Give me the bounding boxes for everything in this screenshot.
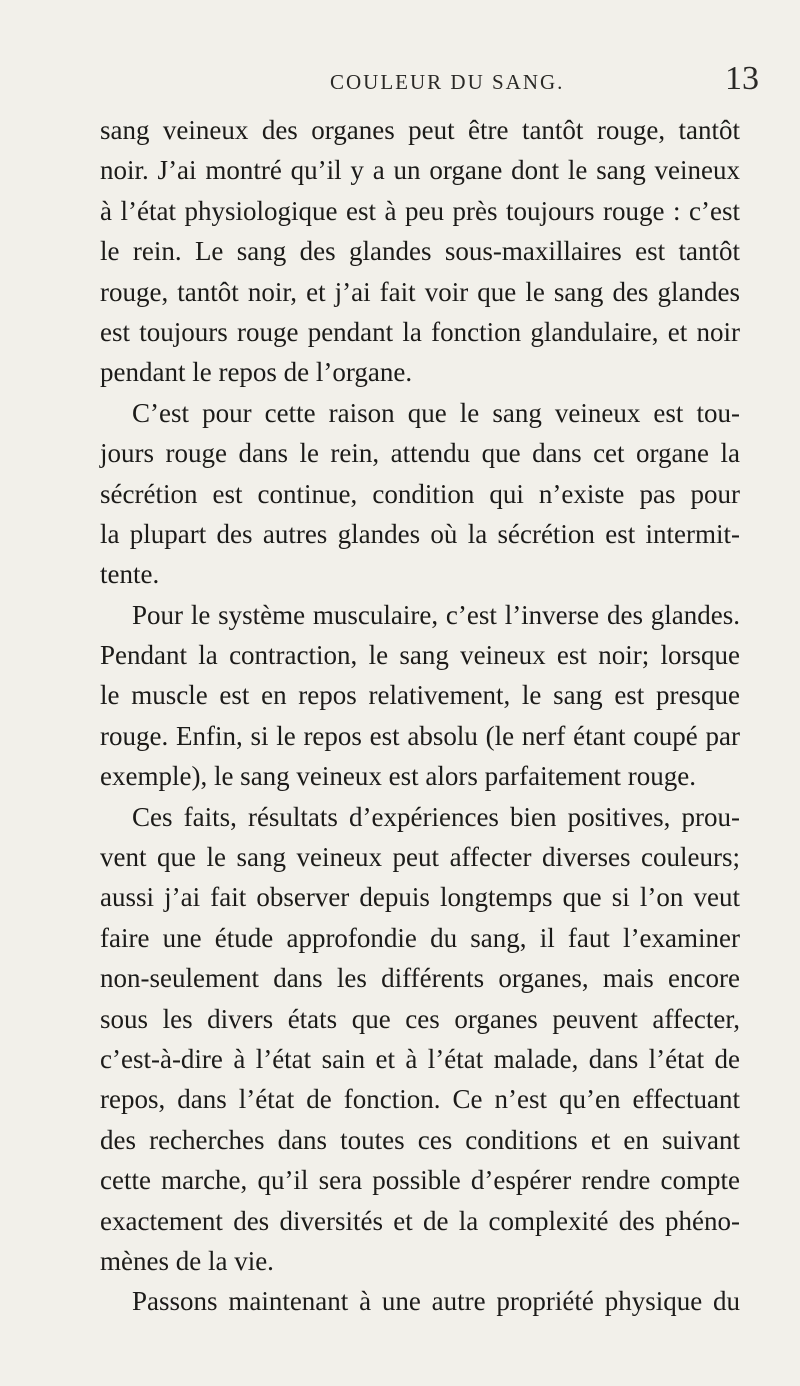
- text-line: sécrétion est continue, condition qui n’existe pas pour: [100, 478, 740, 509]
- text-line: non-seulement dans les différents organes, mais encore: [100, 963, 740, 994]
- text-line: vent que le sang veineux peut affecter diverses couleurs;: [100, 842, 740, 873]
- text-line: aussi j’ai fait observer depuis longtemps que si l’on veut: [100, 882, 740, 913]
- text-line: Pour le système musculaire, c’est l’inverse des glandes.: [132, 599, 740, 630]
- body-text: [100, 110, 740, 1322]
- text-line: exemple), le sang veineux est alors parfaitement rouge.: [100, 761, 697, 792]
- running-title: COULEUR DU SANG.: [330, 70, 565, 94]
- text-line: repos, dans l’état de fonction. Ce n’est qu’en effectuant: [100, 1084, 740, 1115]
- text-line: le rein. Le sang des glandes sous-maxillaires est tantôt: [100, 236, 740, 267]
- text-line: est toujours rouge pendant la fonction glandulaire, et noir: [100, 316, 740, 347]
- text-line: le muscle est en repos relativement, le sang est presque: [100, 680, 740, 711]
- text-line: tente.: [100, 559, 160, 590]
- text-line: à l’état physiologique est à peu près toujours rouge : c’est: [100, 195, 740, 226]
- text-line: des recherches dans toutes ces conditions et en suivant: [100, 1124, 740, 1155]
- text-line: sang veineux des organes peut être tantôt rouge, tantôt: [100, 115, 740, 145]
- text-line: sous les divers états que ces organes peuvent affecter,: [100, 1003, 740, 1034]
- text-line: Ces faits, résultats d’expériences bien positives, prou-: [132, 801, 740, 832]
- text-line: C’est pour cette raison que le sang veineux est tou-: [132, 397, 740, 428]
- text-line: Passons maintenant à une autre propriété physique du: [132, 1286, 740, 1317]
- text-line: jours rouge dans le rein, attendu que dans cet organe la: [100, 438, 740, 469]
- text-line: faire une étude approfondie du sang, il faut l’examiner: [100, 922, 740, 953]
- text-line: Pendant la contraction, le sang veineux est noir; lorsque: [100, 640, 740, 671]
- text-line: rouge. Enfin, si le repos est absolu (le nerf étant coupé par: [100, 720, 740, 751]
- running-head: [0, 60, 800, 106]
- text-line: la plupart des autres glandes où la sécrétion est intermit-: [100, 518, 740, 549]
- page-number: 13: [725, 60, 759, 97]
- text-line: noir. J’ai montré qu’il y a un organe dont le sang veineux: [100, 155, 740, 186]
- text-line: cette marche, qu’il sera possible d’espérer rendre compte: [100, 1165, 740, 1196]
- text-line: c’est-à-dire à l’état sain et à l’état malade, dans l’état de: [100, 1043, 740, 1074]
- text-line: exactement des diversités et de la complexité des phéno-: [100, 1205, 740, 1236]
- text-line: rouge, tantôt noir, et j’ai fait voir que le sang des glandes: [100, 276, 740, 307]
- text-line: mènes de la vie.: [100, 1245, 274, 1276]
- text-line: pendant le repos de l’organe.: [100, 357, 413, 388]
